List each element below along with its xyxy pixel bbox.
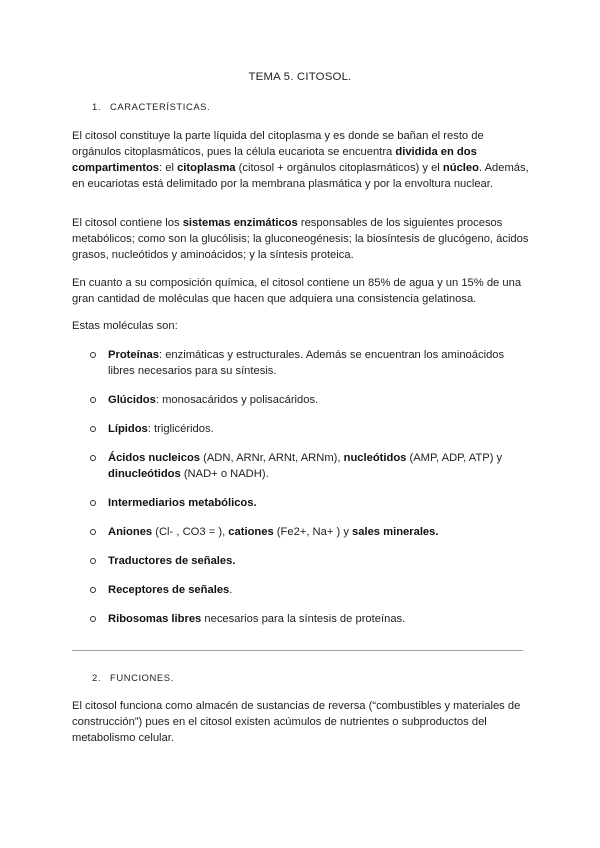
bold-text: Intermediarios metabólicos. — [108, 497, 257, 509]
text-span: . Además, en eucariotas está delimitado por la membrana plasmática y por la envoltura nuclear. — [72, 162, 529, 190]
paragraph-molecules-intro: Estas moléculas son: — [72, 320, 178, 332]
text-span: (citosol + orgánulos citoplasmáticos) y el — [235, 162, 443, 174]
text-span: El citosol constituye la parte líquida del citoplasma y es donde se bañan el resto de orgánulos citoplasmáticos, pues la célula eucariota se encuentra — [72, 130, 484, 158]
bold-text: Traductores de señales. — [108, 555, 236, 567]
list-item-lipidos — [90, 421, 530, 437]
bold-text: sistemas enzimáticos — [182, 217, 298, 229]
section-heading-text: CARACTERÍSTICAS. — [110, 101, 211, 112]
list-item-proteinas — [90, 347, 530, 379]
section-heading-funciones — [92, 672, 174, 683]
bold-text: dividida en dos compartimentos — [72, 146, 477, 174]
section-heading-caracteristicas — [92, 101, 210, 112]
text-span: : monosacáridos y polisacáridos. — [155, 394, 319, 406]
list-item-ribosomas — [90, 611, 530, 627]
bold-text: Lípidos — [108, 423, 148, 435]
text-span: : enzimáticas y estructurales. Además se encuentran los aminoácidos libres necesarios para su síntesis. — [108, 349, 505, 377]
bold-text: núcleo — [442, 162, 479, 174]
section-divider — [72, 650, 523, 651]
text-span: : el — [159, 162, 178, 174]
bold-text: Aniones — [108, 526, 153, 538]
section-number: 2. — [92, 672, 102, 683]
list-item-receptores — [90, 582, 530, 598]
bold-text: cationes — [228, 526, 274, 538]
text-span: (ADN, ARNr, ARNt, ARNm), — [200, 452, 344, 464]
section-heading-text: FUNCIONES. — [110, 672, 174, 683]
text-span: (Fe2+, Na+ ) y — [273, 526, 353, 538]
molecule-list — [90, 347, 530, 640]
text-span: (Cl- , CO3 = ), — [152, 526, 229, 538]
list-item-traductores — [90, 553, 530, 569]
paragraph-citosol-definition — [72, 128, 532, 192]
bold-text: sales minerales. — [352, 526, 439, 538]
text-span: (NAD+ o NADH). — [180, 468, 269, 480]
paragraph-functions: El citosol funciona como almacén de sustancias de reversa (“combustibles y materiales de construcción”) pues en el citosol existen acúmulos de nutrientes o subproductos del metabolismo celular. — [72, 700, 521, 744]
text-span: El citosol contiene los — [72, 217, 183, 229]
paragraph-chemical-composition: En cuanto a su composición química, el citosol contiene un 85% de agua y un 15% de una gran cantidad de moléculas que hacen que adquiera una consistencia gelatinosa. — [72, 277, 522, 305]
bold-text: Proteínas — [108, 349, 159, 361]
bold-text: nucleótidos — [343, 452, 407, 464]
bold-text: citoplasma — [177, 162, 236, 174]
bold-text: Glúcidos — [108, 394, 156, 406]
paragraph-enzymatic-systems — [72, 215, 532, 263]
list-item-intermediarios — [90, 495, 530, 511]
document-title: TEMA 5. CITOSOL. — [248, 71, 352, 83]
bold-text: Ribosomas libres — [108, 613, 202, 625]
text-span: necesarios para la síntesis de proteínas. — [201, 613, 406, 625]
bold-text: Receptores de señales — [108, 584, 230, 596]
text-span: : triglicéridos. — [147, 423, 214, 435]
bold-text: dinucleótidos — [108, 468, 181, 480]
list-item-acidos-nucleicos — [90, 450, 530, 482]
bold-text: Ácidos nucleicos — [108, 452, 201, 464]
text-span: (AMP, ADP, ATP) y — [406, 452, 503, 464]
list-item-glucidos — [90, 392, 530, 408]
text-span: . — [229, 584, 233, 596]
section-number: 1. — [92, 101, 102, 112]
text-span: responsables de los siguientes procesos metabólicos; como son la glucólisis; la gluconeogénesis; la biosíntesis de glucógeno, ácidos grasos, nucleótidos y aminoácidos; y la síntesis proteica. — [72, 217, 529, 261]
list-item-aniones — [90, 524, 530, 540]
